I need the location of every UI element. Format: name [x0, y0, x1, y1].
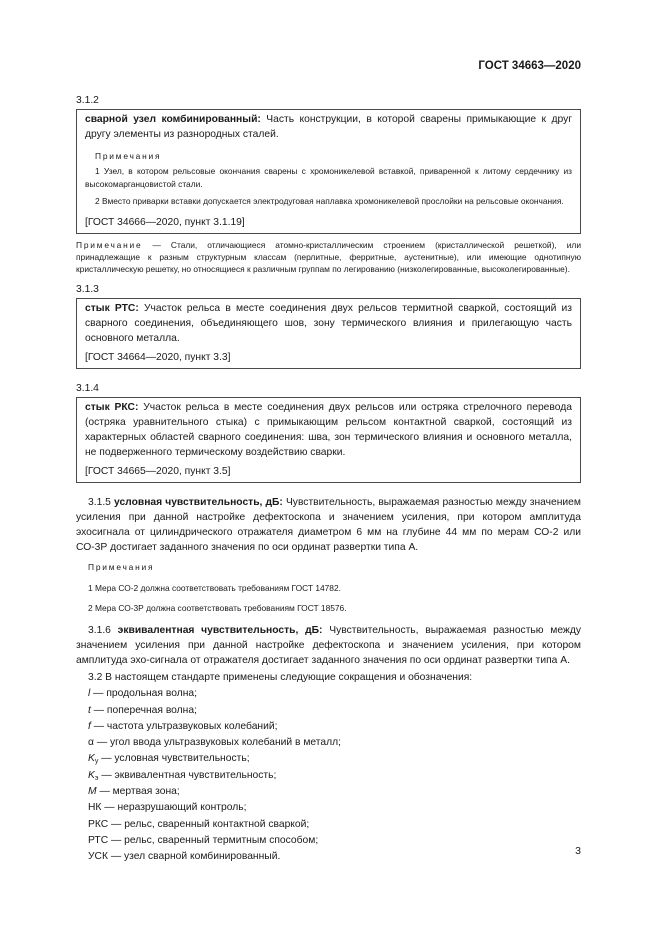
definition-text-3-1-4: Участок рельса в месте соединения двух рельсов или остряка стрелочного перевода (остряка уравнительного стыка) с примыкающим рельсом контактной сваркой, состоящий из характерных областей сварного соединения: шва, зон термического влияния и основного металла, не подверженного термическому воздействию сварки.: [85, 401, 572, 458]
definition-3-1-3: [85, 301, 572, 346]
term-3-1-4: стык РКС:: [85, 401, 139, 413]
abbr-l-text: — продольная волна;: [90, 688, 197, 700]
symbol-t: t: [88, 704, 91, 716]
symbol-k: K: [88, 769, 95, 781]
reference-3-1-2: [ГОСТ 34666—2020, пункт 3.1.19]: [85, 216, 245, 228]
note-2-3-1-5: 2 Мера СО-3Р должна соответствовать требованиям ГОСТ 18576.: [88, 603, 347, 614]
abbr-ke-text: — эквивалентная чувствительность;: [98, 769, 277, 781]
abbr-l: [76, 686, 581, 702]
abbr-ky-text: — условная чувствительность;: [98, 753, 250, 765]
abbr-m-text: — мертвая зона;: [96, 786, 180, 798]
note-text: — Стали, отличающиеся атомно-кристаллическим строением (кристаллической решеткой), или принадлежащие к разным структурным классам (перлитные, ферритные, аустенитные), или имеющие однотипную кристаллическую решетку, но относящиеся к различным группам по легированию (низколегированные, высоколегированные).: [76, 239, 581, 275]
term-3-1-6: эквивалентная чувствительность, дБ:: [117, 625, 323, 637]
definition-text-3-1-5: Чувствительность, выражаемая разностью между значением усиления при данной настройке дефектоскопа и значением усиления, при котором амплитуда эхосигнала от цилиндрического отражателя диаметром 6 мм на глубине 44 мм по мерам СО-2 или СО-3Р достигает заданного значения по оси ординат развертки типа А.: [76, 496, 581, 553]
abbr-m: [76, 784, 581, 800]
note-after-3-1-2: [76, 239, 581, 276]
note-1-3-1-5: 1 Мера СО-2 должна соответствовать требованиям ГОСТ 14782.: [88, 582, 341, 593]
symbol-f: f: [88, 720, 91, 732]
definition-box-3-1-3: [76, 298, 581, 369]
abbr-f-text: — частота ультразвуковых колебаний;: [90, 720, 278, 732]
clause-number-3-1-4: 3.1.4: [76, 382, 99, 394]
notes-title-3-1-2: Примечания: [95, 151, 162, 161]
notes-title-3-1-5: Примечания: [88, 561, 155, 572]
clause-number-3-1-5: 3.1.5: [88, 496, 111, 508]
note-label: Примечание: [76, 239, 143, 250]
abbr-usk: УСК — узел сварной комбинированный.: [88, 851, 281, 863]
term-3-1-2: сварной узел комбинированный:: [85, 114, 261, 125]
abbr-t: [76, 703, 581, 719]
symbol-l: l: [88, 688, 91, 700]
abbr-alpha: [76, 735, 581, 751]
note-1-3-1-2: 1 Узел, в котором рельсовые окончания сварены с хромоникелевой вставкой, приваренной к литому сердечнику из высокомарганцовистой стали.: [85, 166, 572, 189]
reference-3-1-4: [ГОСТ 34665—2020, пункт 3.5]: [85, 465, 231, 477]
definition-text-3-1-2: Часть конструкции, в которой сварены примыкающие к друг другу элементы из разнородных сталей.: [85, 114, 572, 140]
clause-number-3-1-3: 3.1.3: [76, 283, 99, 295]
term-3-1-5: условная чувствительность, дБ:: [113, 496, 283, 508]
clause-number-3-1-6: 3.1.6: [88, 625, 111, 637]
definition-box-3-1-4: [76, 397, 581, 483]
abbr-nk: НК — неразрушающий контроль;: [88, 802, 247, 814]
abbreviation-list: [76, 686, 581, 865]
symbol-m: M: [88, 786, 97, 798]
abbr-f: [76, 719, 581, 735]
abbr-ky: [76, 751, 581, 767]
clause-3-1-5: [76, 495, 581, 555]
clause-3-2-intro: 3.2 В настоящем стандарте применены следующие сокращения и обозначения:: [88, 672, 473, 684]
note-2-3-1-2: 2 Вместо приварки вставки допускается электродуговая наплавка хромоникелевой прослойки на рельсовые окончания.: [95, 196, 564, 207]
reference-3-1-3: [ГОСТ 34664—2020, пункт 3.3]: [85, 351, 231, 363]
abbr-rts: РТС — рельс, сваренный термитным способом;: [88, 834, 319, 846]
abbr-ke: [76, 768, 581, 784]
abbr-t-text: — поперечная волна;: [90, 704, 197, 716]
abbr-rks: РКС — рельс, сваренный контактной сваркой;: [88, 818, 310, 830]
clause-3-1-6: [76, 623, 581, 668]
definition-3-1-2: [85, 112, 572, 142]
abbr-alpha-text: — угол ввода ультразвуковых колебаний в металл;: [93, 737, 342, 749]
definition-text-3-1-3: Участок рельса в месте соединения двух рельсов термитной сваркой, состоящий из сварного соединения, объединяющего шов, зону термического влияния и прилегающую часть основного металла.: [85, 302, 572, 344]
symbol-k: K: [88, 753, 95, 765]
page-content: [76, 93, 581, 866]
page-number: 3: [575, 845, 581, 857]
symbol-alpha: α: [88, 737, 94, 749]
subscript-e: э: [94, 774, 99, 782]
clause-number-3-1-2: 3.1.2: [76, 95, 99, 106]
document-code-header: ГОСТ 34663—2020: [478, 60, 581, 72]
definition-box-3-1-2: [76, 109, 581, 234]
definition-3-1-4: [85, 400, 572, 460]
subscript-y: у: [94, 758, 99, 766]
term-3-1-3: стык РТС:: [85, 302, 139, 314]
definition-text-3-1-6: Чувствительность, выражаемая разностью между значением усиления при данной настройке дефектоскопа и значением усиления, при котором амплитуда эхо-сигнала от отражателя достигает заданного значения по оси ординат развертки типа А.: [76, 625, 581, 667]
